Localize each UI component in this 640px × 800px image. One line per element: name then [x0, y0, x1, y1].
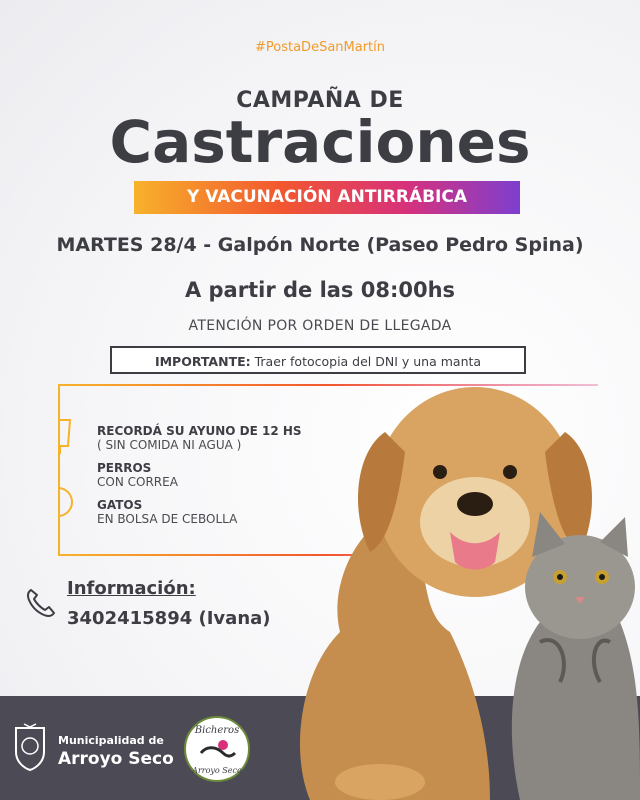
info-label: Información: [67, 578, 196, 599]
important-box [110, 346, 526, 374]
phone-icon [24, 586, 58, 620]
requirement-sub: CON CORREA [97, 475, 178, 489]
bicheros-bottom: Arroyo Seco [192, 766, 242, 775]
attention-note: ATENCIÓN POR ORDEN DE LLEGADA [188, 318, 452, 334]
requirement-title: PERROS [97, 461, 152, 475]
important-text: Traer fotocopia del DNI y una manta [250, 354, 482, 369]
municipality-line2: Arroyo Seco [58, 749, 174, 769]
bicheros-top: Bicheros [194, 725, 240, 736]
requirement-sub: ( SIN COMIDA NI AGUA ) [97, 438, 242, 452]
hashtag: #PostaDeSanMartín [255, 40, 385, 55]
date-place: MARTES 28/4 - Galpón Norte (Paseo Pedro Spina) [56, 234, 584, 256]
campaign-title: Castraciones [109, 108, 531, 176]
important-label: IMPORTANTE: [154, 354, 251, 369]
ring-icon [58, 488, 72, 516]
bicheros-logo [183, 715, 251, 783]
dog-and-cat-image [270, 372, 640, 800]
municipality-line1: Municipalidad de [58, 734, 164, 747]
requirement-sub: EN BOLSA DE CEBOLLA [97, 512, 238, 526]
campaign-prefix: CAMPAÑA DE [236, 88, 404, 113]
requirement-title: RECORDÁ SU AYUNO DE 12 HS [97, 424, 302, 438]
info-phone: 3402415894 (Ivana) [67, 608, 271, 629]
municipality-logo [12, 722, 48, 772]
requirement-title: GATOS [97, 498, 143, 512]
campaign-ribbon: Y VACUNACIÓN ANTIRRÁBICA [134, 181, 520, 214]
start-time: A partir de las 08:00hs [184, 278, 456, 302]
